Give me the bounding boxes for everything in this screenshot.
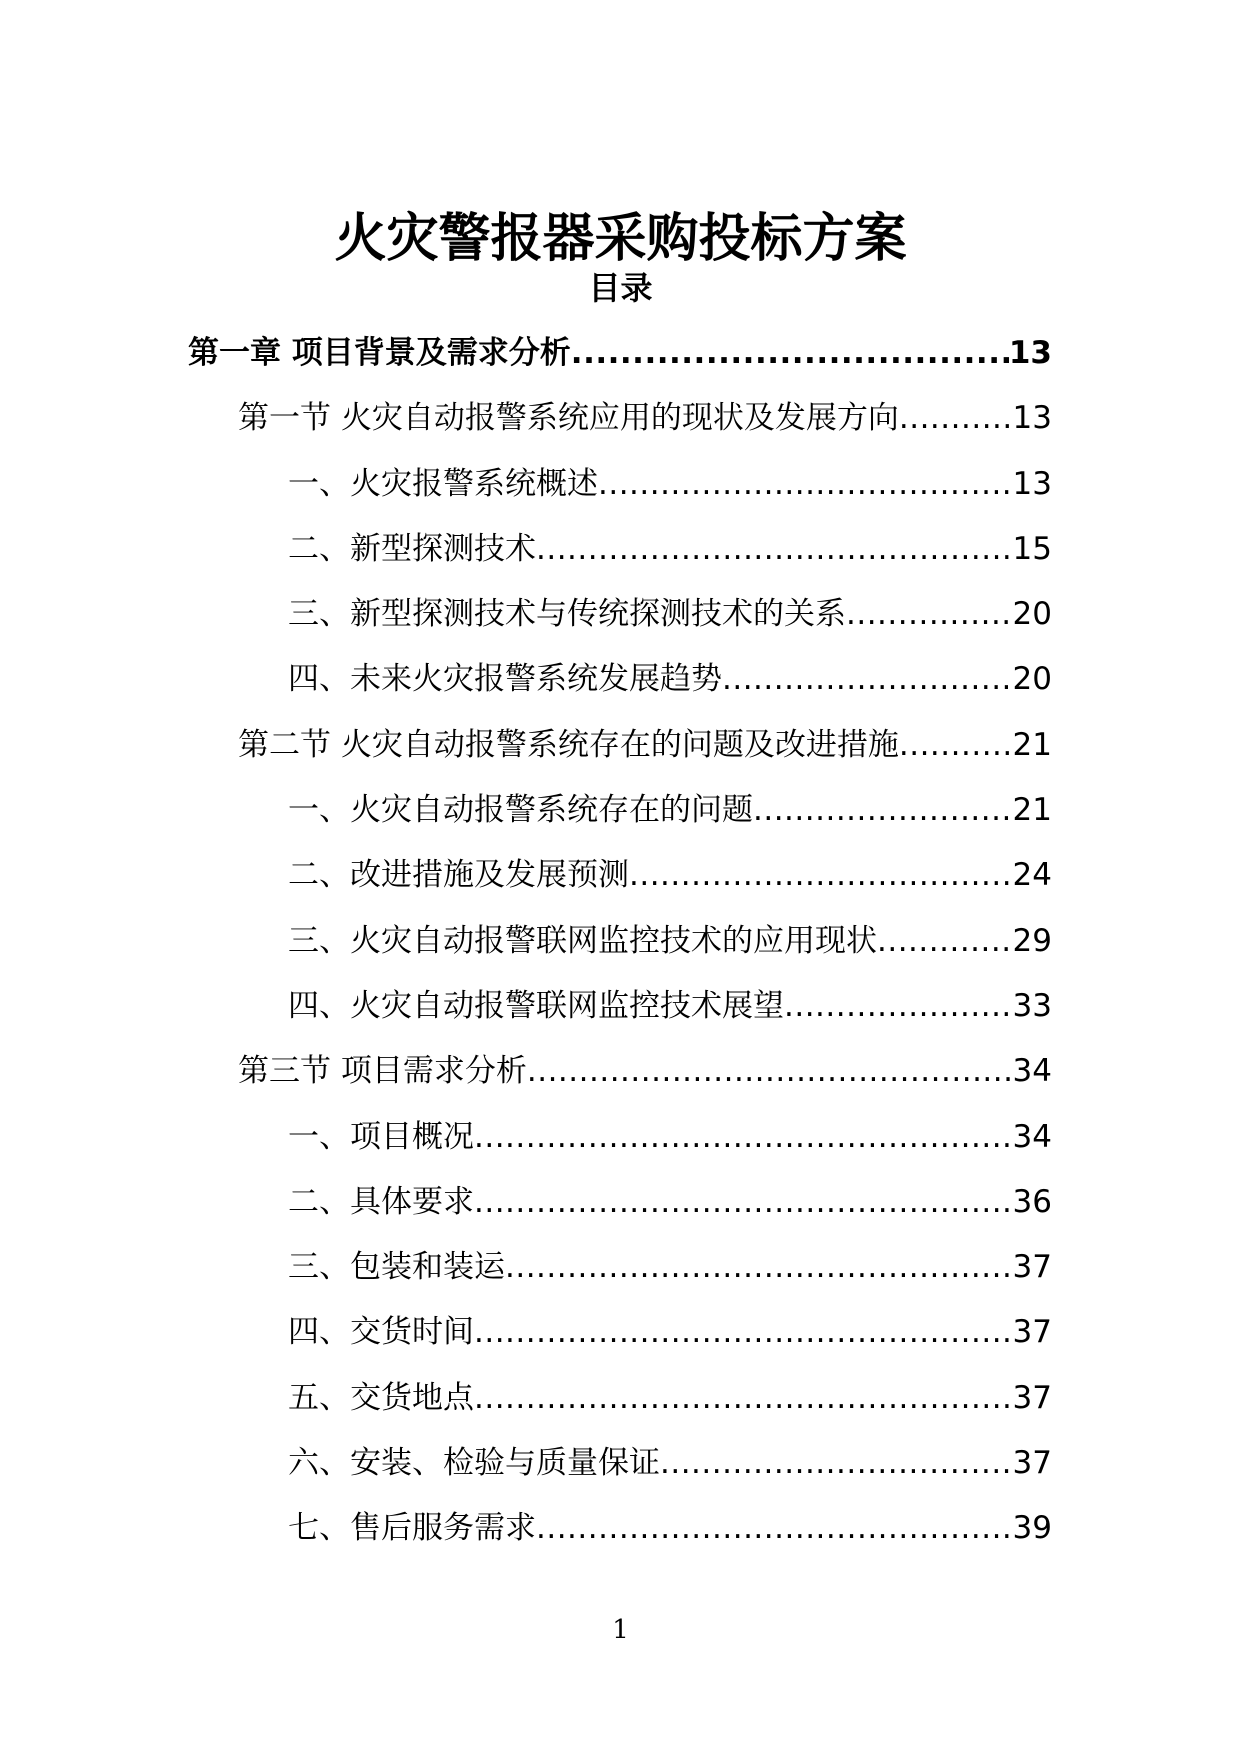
- toc-dot-leader: [505, 1239, 1013, 1295]
- toc-entry[interactable]: [0, 978, 1052, 1043]
- toc-dot-leader: [571, 325, 1009, 381]
- toc-entry-page: 36: [1012, 1183, 1052, 1220]
- toc-dot-leader: [722, 651, 1013, 707]
- toc-entry[interactable]: [0, 586, 1052, 651]
- toc-entry[interactable]: [0, 390, 1052, 455]
- toc-entry-page: 24: [1012, 857, 1052, 894]
- toc-entry-label: 第三节 项目需求分析: [238, 1053, 527, 1090]
- toc-entry-page: 37: [1012, 1379, 1052, 1416]
- toc-entry[interactable]: [0, 1109, 1052, 1174]
- toc-dot-leader: [474, 1304, 1013, 1360]
- toc-entry[interactable]: [0, 456, 1052, 521]
- toc-entry-page: 37: [1012, 1249, 1052, 1286]
- toc-entry-page: 21: [1012, 792, 1052, 829]
- toc-dot-leader: [474, 1174, 1013, 1230]
- toc-entry[interactable]: [0, 521, 1052, 586]
- toc-entry[interactable]: [0, 913, 1052, 978]
- toc-entry-label: 一、项目概况: [288, 1118, 474, 1155]
- toc-dot-leader: [629, 847, 1013, 903]
- toc-entry-page: 15: [1012, 530, 1052, 567]
- toc-entry-label: 三、新型探测技术与传统探测技术的关系: [288, 596, 846, 633]
- toc-entry[interactable]: [0, 847, 1052, 912]
- toc-entry-page: 20: [1012, 596, 1052, 633]
- toc-entry[interactable]: [0, 1304, 1052, 1369]
- toc-dot-leader: [899, 390, 1013, 446]
- toc-entry-page: 21: [1012, 726, 1052, 763]
- toc-entry-page: 29: [1012, 922, 1052, 959]
- toc-entry-label: 第一节 火灾自动报警系统应用的现状及发展方向: [238, 400, 899, 437]
- toc-entry[interactable]: [0, 1239, 1052, 1304]
- toc-entry-page: 33: [1012, 987, 1052, 1024]
- document-title: 火灾警报器采购投标方案: [334, 208, 907, 269]
- toc-dot-leader: [877, 913, 1013, 969]
- toc-entry-page: 39: [1012, 1510, 1052, 1547]
- toc-entry-page: 13: [1012, 400, 1052, 437]
- toc-entry-label: 第一章 项目背景及需求分析: [188, 335, 571, 371]
- table-of-contents: [0, 325, 1241, 1566]
- toc-entry-page: 34: [1012, 1053, 1052, 1090]
- toc-entry[interactable]: [0, 782, 1052, 847]
- toc-dot-leader: [527, 1043, 1013, 1099]
- toc-entry-label: 六、安装、检验与质量保证: [288, 1445, 660, 1482]
- toc-entry[interactable]: [0, 651, 1052, 716]
- toc-dot-leader: [536, 521, 1013, 577]
- toc-entry-label: 四、交货时间: [288, 1314, 474, 1351]
- toc-entry-label: 一、火灾报警系统概述: [288, 465, 598, 502]
- toc-entry[interactable]: [0, 325, 1052, 390]
- toc-entry-page: 13: [1008, 335, 1052, 371]
- toc-dot-leader: [753, 782, 1013, 838]
- toc-entry[interactable]: [0, 1500, 1052, 1565]
- toc-entry-label: 二、改进措施及发展预测: [288, 857, 629, 894]
- toc-dot-leader: [846, 586, 1013, 642]
- toc-dot-leader: [899, 717, 1013, 773]
- toc-entry[interactable]: [0, 1043, 1052, 1108]
- toc-entry-label: 四、未来火灾报警系统发展趋势: [288, 661, 722, 698]
- toc-entry[interactable]: [0, 1174, 1052, 1239]
- toc-entry-label: 四、火灾自动报警联网监控技术展望: [288, 987, 784, 1024]
- toc-entry[interactable]: [0, 717, 1052, 782]
- toc-dot-leader: [598, 456, 1013, 512]
- toc-entry-page: 37: [1012, 1445, 1052, 1482]
- toc-dot-leader: [474, 1370, 1013, 1426]
- toc-entry-label: 三、包装和装运: [288, 1249, 505, 1286]
- toc-entry-label: 一、火灾自动报警系统存在的问题: [288, 792, 753, 829]
- toc-heading: 目录: [588, 269, 653, 307]
- toc-entry[interactable]: [0, 1370, 1052, 1435]
- toc-dot-leader: [474, 1109, 1013, 1165]
- toc-entry-page: 37: [1012, 1314, 1052, 1351]
- toc-entry[interactable]: [0, 1435, 1052, 1500]
- toc-entry-label: 二、新型探测技术: [288, 530, 536, 567]
- toc-entry-page: 20: [1012, 661, 1052, 698]
- toc-entry-label: 二、具体要求: [288, 1183, 474, 1220]
- page-number: 1: [612, 1615, 629, 1645]
- toc-dot-leader: [536, 1500, 1013, 1556]
- toc-entry-label: 三、火灾自动报警联网监控技术的应用现状: [288, 922, 877, 959]
- toc-entry-label: 第二节 火灾自动报警系统存在的问题及改进措施: [238, 726, 899, 763]
- toc-dot-leader: [784, 978, 1013, 1034]
- toc-entry-page: 34: [1012, 1118, 1052, 1155]
- toc-dot-leader: [660, 1435, 1013, 1491]
- toc-entry-label: 五、交货地点: [288, 1379, 474, 1416]
- toc-entry-page: 13: [1012, 465, 1052, 502]
- toc-entry-label: 七、售后服务需求: [288, 1510, 536, 1547]
